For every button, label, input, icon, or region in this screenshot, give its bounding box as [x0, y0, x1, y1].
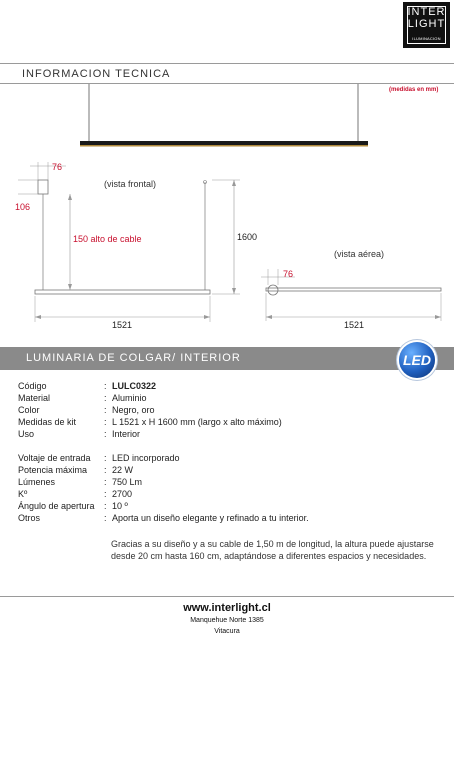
spec-label: Lúmenes: [18, 477, 56, 487]
led-badge-icon: LED: [399, 342, 435, 378]
spec-colon: :: [104, 453, 107, 463]
spec-colon: :: [104, 465, 107, 475]
spec-colon: :: [104, 513, 107, 523]
spec-label: Uso: [18, 429, 35, 439]
dim-width-aerial: 76: [283, 269, 294, 279]
spec-label: Kº: [18, 489, 28, 499]
spec-label: Ángulo de apertura: [18, 501, 95, 511]
category-title: LUMINARIA DE COLGAR/ INTERIOR: [26, 352, 241, 364]
spec-label: Medidas de kit: [18, 417, 77, 427]
spec-label: Potencia máxima: [18, 465, 88, 475]
brand-logo: [403, 2, 450, 48]
technical-section-title: INFORMACION TECNICA: [22, 68, 171, 80]
spec-value: Negro, oro: [112, 405, 155, 415]
spec-value: L 1521 x H 1600 mm (largo x alto máximo): [112, 417, 282, 427]
spec-colon: :: [104, 429, 107, 439]
dim-length-aerial: 1521: [344, 320, 365, 330]
spec-label: Color: [18, 405, 40, 415]
spec-value: LED incorporado: [112, 453, 180, 463]
footer-city: Vitacura: [214, 628, 240, 635]
logo-line1: INTER: [407, 6, 446, 18]
spec-label: Código: [18, 381, 47, 391]
spec-value: LULC0322: [112, 381, 157, 391]
product-photo: [70, 84, 370, 154]
spec-value: Aluminio: [112, 393, 147, 403]
spec-value: 22 W: [112, 465, 134, 475]
product-description: Gracias a su diseño y a su cable de 1,50 m de longitud, la altura puede ajustarse desde 20 cm hasta 160 cm, adaptándose a diferentes espacios y necesidades.: [111, 539, 434, 561]
aerial-view-label: (vista aérea): [334, 249, 385, 259]
logo-line2: LIGHT: [407, 18, 446, 30]
spec-colon: :: [104, 501, 107, 511]
website-link[interactable]: www.interlight.cl: [183, 602, 271, 614]
spec-label: Voltaje de entrada: [18, 453, 91, 463]
top-divider: [0, 63, 454, 64]
spec-label: Otros: [18, 513, 41, 523]
spec-colon: :: [104, 405, 107, 415]
spec-colon: :: [104, 393, 107, 403]
spec-value: Aporta un diseño elegante y refinado a tu interior.: [112, 513, 309, 523]
dim-width-top: 76: [52, 162, 63, 172]
spec-colon: :: [104, 477, 107, 487]
footer-address: Manquehue Norte 1385: [190, 617, 264, 624]
dim-cable-length: 150 alto de cable: [73, 234, 142, 244]
spec-colon: :: [104, 489, 107, 499]
spec-colon: :: [104, 417, 107, 427]
logo-subtitle: ILUMINACION: [412, 36, 441, 41]
dim-height-top: 106: [15, 202, 31, 212]
spec-value: 2700: [112, 489, 133, 499]
spec-label: Material: [18, 393, 51, 403]
spec-value: 750 Lm: [112, 477, 143, 487]
spec-value: 10 º: [112, 501, 128, 511]
footer-divider: [0, 596, 454, 597]
spec-value: Interior: [112, 429, 141, 439]
dim-length-front: 1521: [112, 320, 133, 330]
front-view-label: (vista frontal): [104, 179, 157, 189]
units-note: (medidas en mm): [389, 87, 439, 93]
dim-total-height: 1600: [237, 232, 258, 242]
spec-colon: :: [104, 381, 107, 391]
